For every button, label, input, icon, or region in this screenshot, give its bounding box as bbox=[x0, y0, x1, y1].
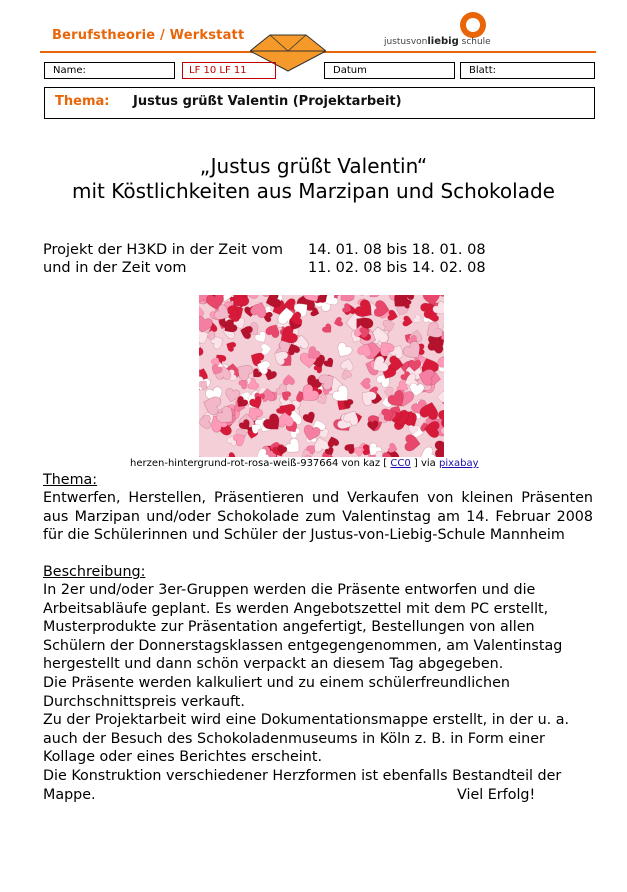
thema-heading bbox=[43, 471, 593, 490]
beschreibung-text bbox=[43, 581, 593, 804]
name-label: Name: bbox=[53, 65, 86, 76]
heart-sprinkle-icon bbox=[226, 452, 238, 457]
logo-text-pre: justusvon bbox=[384, 37, 428, 47]
heart-sprinkle-icon bbox=[224, 340, 237, 353]
thema-text: Entwerfen, Herstellen, Präsentieren und Verkaufen von kleinen Präsenten aus Marzipan und/oder Schokolade zum Valentinstag am 14. Februar 2008 für die Schülerinnen und Schüler der Justus-von-Liebig-Schule Mannheim bbox=[43, 490, 593, 544]
caption-license-link[interactable]: CC0 bbox=[390, 458, 411, 469]
beschreibung-line: Durchschnittspreis verkauft. bbox=[43, 693, 245, 710]
datum-field[interactable] bbox=[324, 62, 455, 79]
heart-sprinkle-icon bbox=[283, 437, 304, 457]
beschreibung-line: Kollage oder eines Berichtes erscheint. bbox=[43, 749, 322, 766]
heart-sprinkle-icon bbox=[261, 343, 272, 355]
caption-source-link[interactable]: pixabay bbox=[438, 458, 479, 469]
title-line-1: „Justus grüßt Valentin“ bbox=[199, 154, 428, 178]
heart-sprinkle-icon bbox=[387, 309, 399, 321]
beschreibung-line: Schülern der Donnerstagsklassen entgegengenommen, am Valentinstag bbox=[43, 637, 563, 654]
heart-sprinkle-icon bbox=[199, 456, 205, 457]
beschreibung-line: Arbeitsabläufe geplant. Es werden Angebotszettel mit dem PC erstellt, bbox=[43, 600, 549, 617]
heart-sprinkle-icon bbox=[333, 317, 344, 328]
blatt-label: Blatt: bbox=[469, 65, 496, 76]
logo-ring-icon bbox=[460, 12, 486, 38]
heart-sprinkle-icon bbox=[334, 341, 354, 360]
header-title: Berufstheorie / Werkstatt bbox=[52, 28, 245, 43]
thema-heading-text: Thema: bbox=[43, 472, 98, 488]
project-row-1-dates: 14. 01. 08 bis 18. 01. 08 bbox=[308, 242, 486, 258]
closing-remark: Viel Erfolg! bbox=[457, 786, 536, 803]
heart-sprinkle-icon bbox=[340, 357, 355, 371]
caption-mid: ] via bbox=[413, 458, 436, 469]
hearts-image bbox=[199, 295, 444, 457]
thema-box-value: Justus grüßt Valentin (Projektarbeit) bbox=[133, 94, 402, 109]
logo-text bbox=[384, 36, 491, 47]
school-logo bbox=[384, 12, 524, 48]
heart-sprinkle-icon bbox=[373, 300, 390, 318]
heart-sprinkle-icon bbox=[360, 378, 370, 389]
beschreibung-heading bbox=[43, 563, 593, 582]
heart-sprinkle-icon bbox=[199, 305, 204, 316]
page-title bbox=[0, 154, 627, 204]
project-row-2-label: und in der Zeit vom bbox=[43, 260, 187, 276]
heart-sprinkle-icon bbox=[354, 295, 365, 297]
beschreibung-line: In 2er und/oder 3er-Gruppen werden die Präsente entworfen und die bbox=[43, 582, 536, 598]
beschreibung-line: Die Präsente werden kalkuliert und zu einem schülerfreundlichen bbox=[43, 674, 510, 691]
project-row-1-label: Projekt der H3KD in der Zeit vom bbox=[43, 242, 284, 258]
title-line-2: mit Köstlichkeiten aus Marzipan und Schokolade bbox=[72, 179, 555, 203]
heart-sprinkle-icon bbox=[321, 323, 334, 336]
beschreibung-last-left: Mappe. bbox=[43, 786, 96, 803]
image-caption bbox=[130, 458, 479, 469]
beschreibung-line: auch der Besuch des Schokoladenmuseums in Köln z. B. in Form einer bbox=[43, 730, 545, 747]
heart-sprinkle-icon bbox=[283, 374, 295, 385]
caption-pre: herzen-hintergrund-rot-rosa-weiß-937664 von kaz [ bbox=[130, 458, 388, 469]
thema-box-label: Thema: bbox=[55, 94, 110, 109]
beschreibung-line: Die Konstruktion verschiedener Herzformen ist ebenfalls Bestandteil der bbox=[43, 767, 562, 784]
heart-sprinkle-icon bbox=[437, 391, 444, 403]
beschreibung-line: hergestellt und dann schön verpackt an diesem Tag abgegeben. bbox=[43, 656, 504, 673]
lf-value: LF 10 LF 11 bbox=[189, 65, 247, 76]
heart-sprinkles-photo bbox=[199, 295, 444, 457]
beschreibung-last-line bbox=[43, 786, 593, 805]
beschreibung-heading-text: Beschreibung: bbox=[43, 564, 146, 580]
name-field[interactable] bbox=[44, 62, 175, 79]
datum-label: Datum bbox=[333, 65, 367, 76]
heart-sprinkle-icon bbox=[404, 434, 421, 452]
heart-sprinkle-icon bbox=[366, 295, 381, 301]
heart-sprinkle-icon bbox=[402, 315, 413, 327]
heart-sprinkle-icon bbox=[435, 441, 444, 457]
blatt-field[interactable] bbox=[460, 62, 595, 79]
beschreibung-line: Musterprodukte zur Präsentation angefertigt, Bestellungen von allen bbox=[43, 619, 535, 636]
thema-box bbox=[44, 87, 595, 119]
lf-field bbox=[182, 62, 276, 79]
beschreibung-line: Zu der Projektarbeit wird eine Dokumentationsmappe erstellt, in der u. a. bbox=[43, 712, 570, 729]
logo-text-post: schule bbox=[461, 37, 491, 47]
heart-sprinkle-icon bbox=[199, 415, 211, 429]
heart-sprinkle-icon bbox=[412, 313, 423, 325]
logo-text-bold: liebig bbox=[427, 36, 459, 47]
project-row-2-dates: 11. 02. 08 bis 14. 02. 08 bbox=[308, 260, 486, 276]
heart-sprinkle-icon bbox=[418, 446, 436, 457]
